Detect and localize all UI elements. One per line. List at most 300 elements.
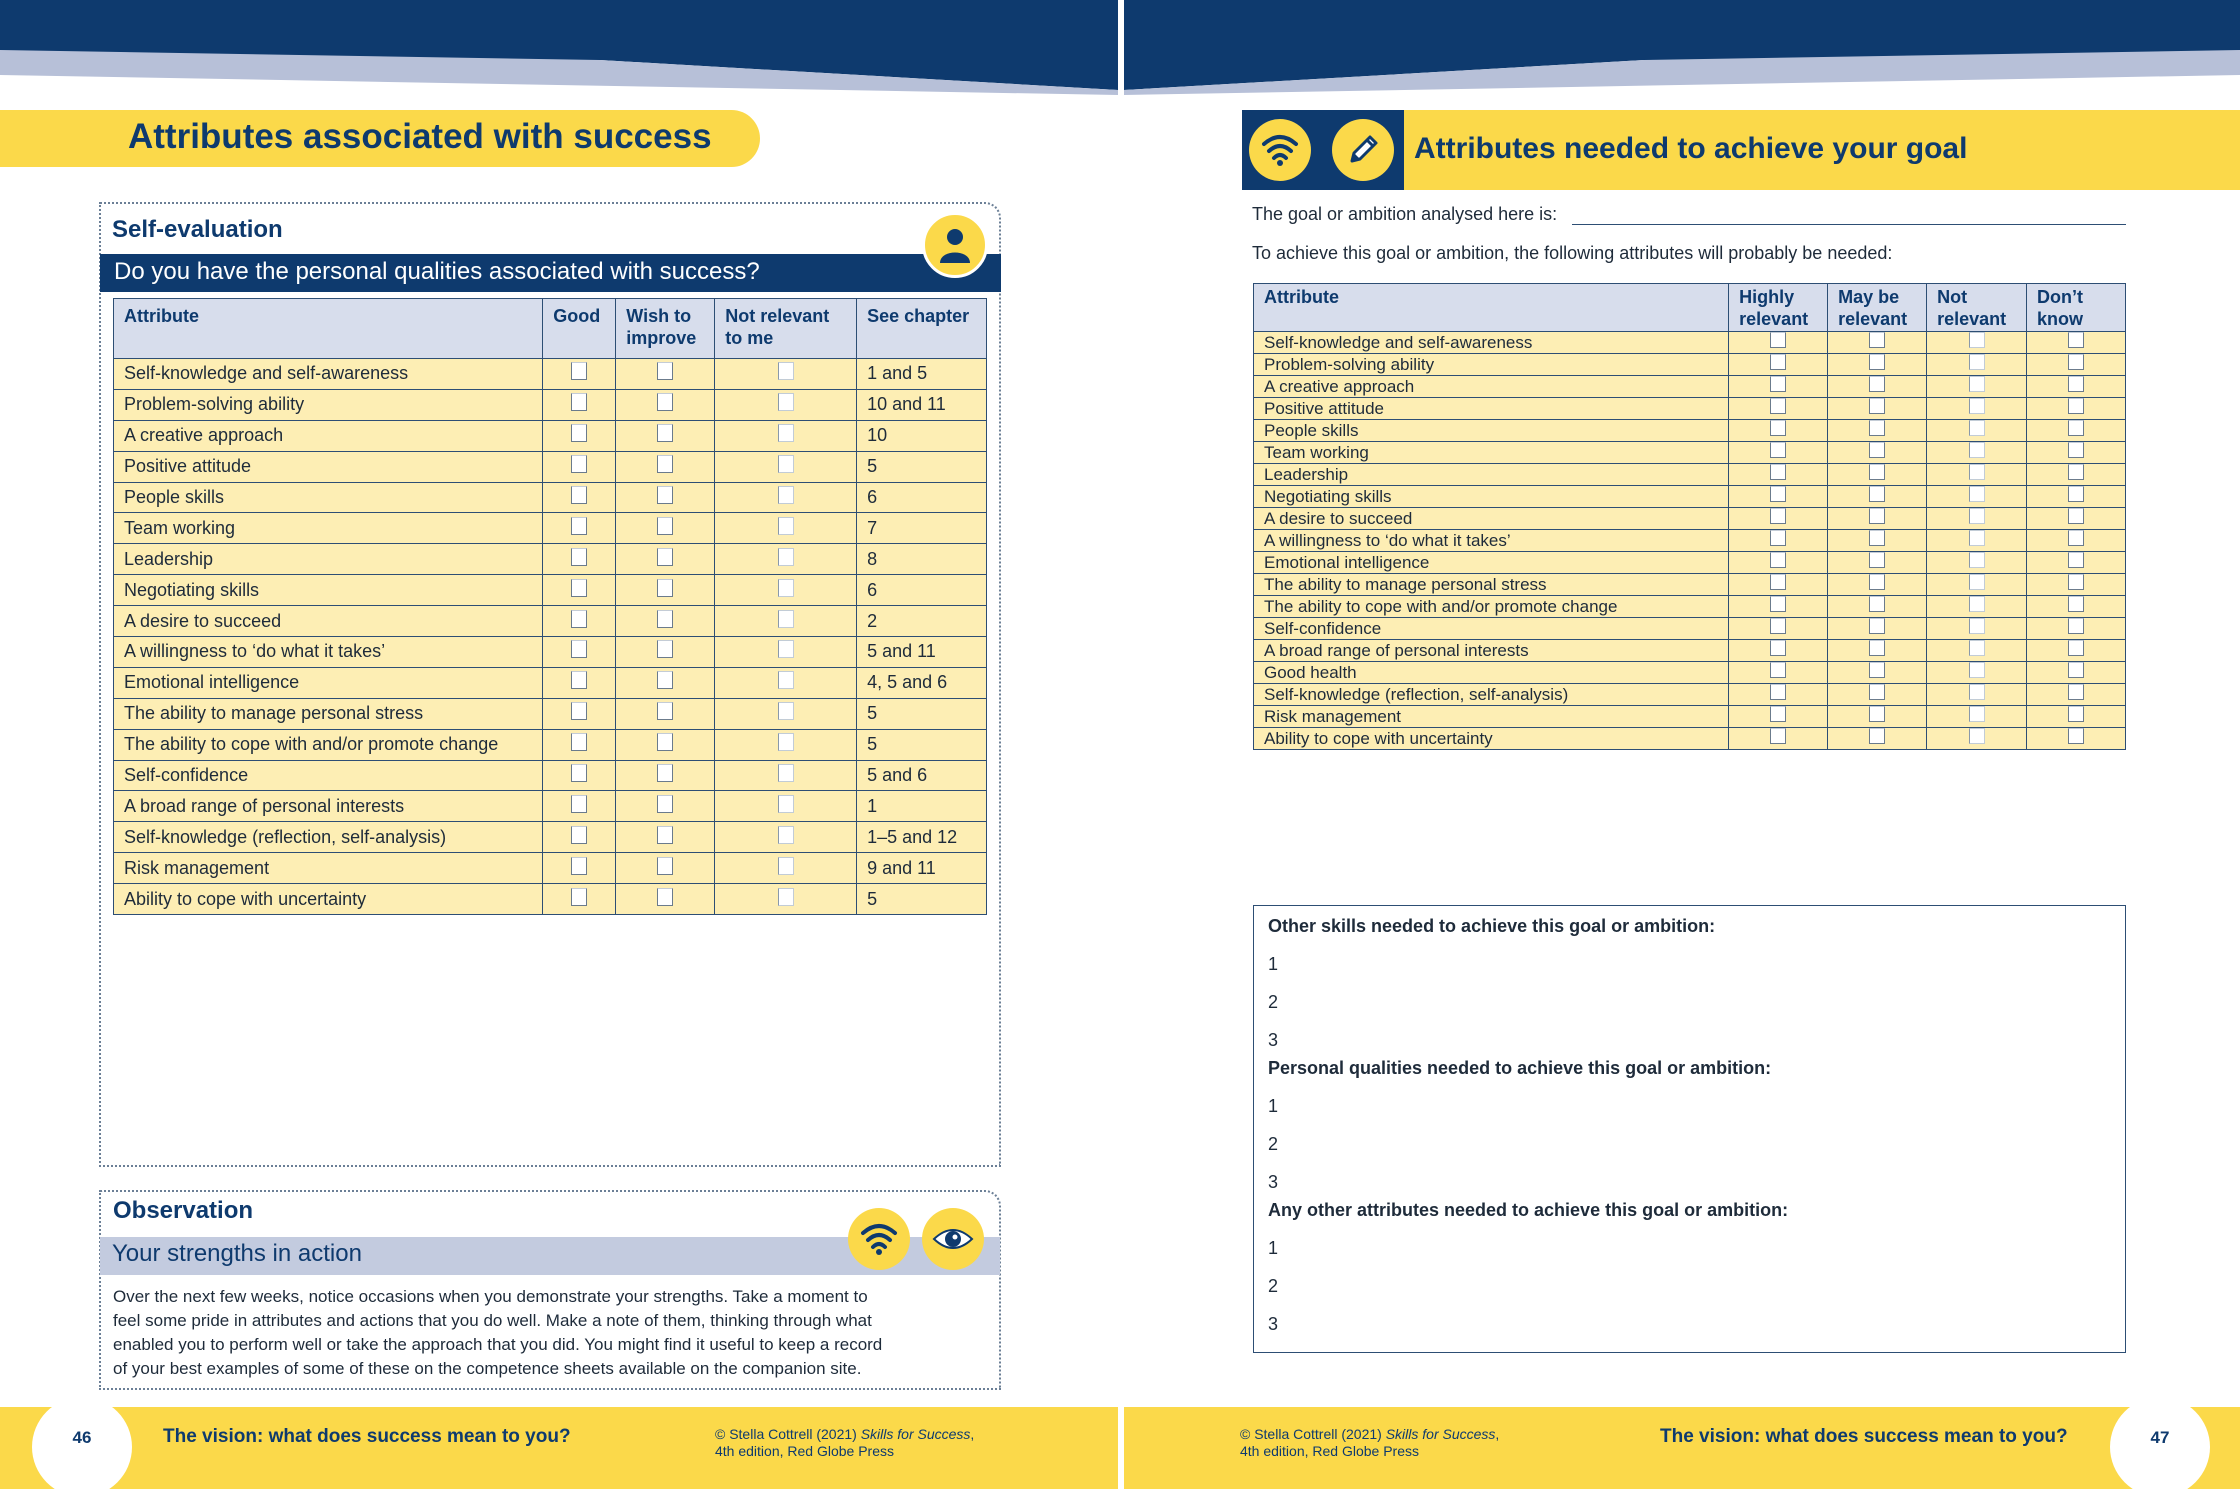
table-row (114, 420, 987, 451)
table-row (114, 729, 987, 760)
may-be-relevant-cell (1828, 442, 1927, 464)
good-cell (543, 389, 616, 420)
dont-know-checkbox[interactable] (2068, 332, 2084, 348)
table-row (114, 760, 987, 791)
not-relevant-checkbox[interactable] (1969, 640, 1985, 656)
not-relevant-checkbox[interactable] (778, 579, 794, 597)
attribute-cell: A willingness to ‘do what it takes’ (114, 637, 543, 668)
not-relevant-checkbox[interactable] (1969, 728, 1985, 744)
attribute-cell: Problem-solving ability (1254, 354, 1729, 376)
wish-to-improve-checkbox[interactable] (657, 702, 673, 720)
wish-to-improve-checkbox[interactable] (657, 764, 673, 782)
attribute-cell: A broad range of personal interests (1254, 640, 1729, 662)
may-be-relevant-checkbox[interactable] (1869, 552, 1885, 568)
may-be-relevant-checkbox[interactable] (1869, 486, 1885, 502)
may-be-relevant-cell (1828, 508, 1927, 530)
dont-know-checkbox[interactable] (2068, 662, 2084, 678)
footer-title: The vision: what does success mean to you? (163, 1426, 571, 1447)
page-title: Attributes associated with success (0, 110, 760, 167)
wish-to-improve-checkbox[interactable] (657, 671, 673, 689)
wish-to-improve-checkbox[interactable] (657, 455, 673, 473)
observation-line: feel some pride in attributes and actions that you do well. Make a note of them, thinking through what (113, 1311, 872, 1330)
footer-title: The vision: what does success mean to you? (1660, 1426, 2068, 1447)
attribute-cell: The ability to manage personal stress (114, 698, 543, 729)
not-relevant-checkbox[interactable] (1969, 596, 1985, 612)
dont-know-cell (2027, 618, 2126, 640)
attribute-cell: Positive attitude (1254, 398, 1729, 420)
chapter-cell: 8 (857, 544, 987, 575)
highly-relevant-cell (1729, 420, 1828, 442)
highly-relevant-checkbox[interactable] (1770, 354, 1786, 370)
may-be-relevant-cell (1828, 618, 1927, 640)
table-row (1254, 640, 2126, 662)
good-checkbox[interactable] (571, 393, 587, 411)
personal-qualities-item[interactable]: 3 (1268, 1172, 1279, 1192)
good-checkbox[interactable] (571, 548, 587, 566)
copyright-edition: 4th edition, Red Globe Press (1240, 1443, 1419, 1459)
highly-relevant-checkbox[interactable] (1770, 574, 1786, 590)
wish-to-improve-checkbox[interactable] (657, 517, 673, 535)
good-checkbox[interactable] (571, 362, 587, 380)
dont-know-cell (2027, 332, 2126, 354)
table-row (1254, 332, 2126, 354)
table-row (1254, 530, 2126, 552)
not-relevant-checkbox[interactable] (1969, 662, 1985, 678)
personal-qualities-item[interactable]: 2 (1268, 1134, 1279, 1154)
attribute-cell: A desire to succeed (1254, 508, 1729, 530)
table-row (1254, 486, 2126, 508)
dont-know-cell (2027, 684, 2126, 706)
copyright-edition: 4th edition, Red Globe Press (715, 1443, 894, 1459)
goal-input-line[interactable] (1572, 224, 2126, 225)
wish-to-improve-checkbox[interactable] (657, 888, 673, 906)
pencil-icon (1332, 119, 1394, 181)
table-row (114, 389, 987, 420)
personal-qualities-heading: Personal qualities needed to achieve this goal or ambition: (1268, 1058, 1772, 1078)
wish-to-improve-cell (616, 420, 715, 451)
dont-know-cell (2027, 508, 2126, 530)
table-row (1254, 662, 2126, 684)
highly-relevant-cell (1729, 684, 1828, 706)
highly-relevant-checkbox[interactable] (1770, 464, 1786, 480)
chapter-cell: 1–5 and 12 (857, 822, 987, 853)
col-header-good: Good (543, 299, 616, 359)
not-relevant-cell (715, 760, 857, 791)
table-row (114, 575, 987, 606)
may-be-relevant-checkbox[interactable] (1869, 354, 1885, 370)
good-cell (543, 359, 616, 390)
highly-relevant-checkbox[interactable] (1770, 552, 1786, 568)
wish-to-improve-checkbox[interactable] (657, 486, 673, 504)
not-relevant-cell (715, 389, 857, 420)
good-checkbox[interactable] (571, 826, 587, 844)
may-be-relevant-cell (1828, 728, 1927, 750)
not-relevant-cell (1927, 618, 2027, 640)
may-be-relevant-cell (1828, 376, 1927, 398)
personal-qualities-item[interactable]: 1 (1268, 1096, 1279, 1116)
highly-relevant-checkbox[interactable] (1770, 420, 1786, 436)
attribute-cell: Self-knowledge (reflection, self-analysis) (1254, 684, 1729, 706)
highly-relevant-checkbox[interactable] (1770, 398, 1786, 414)
good-checkbox[interactable] (571, 579, 587, 597)
not-relevant-checkbox[interactable] (1969, 398, 1985, 414)
attribute-cell: Self-confidence (1254, 618, 1729, 640)
person-icon (922, 212, 988, 278)
not-relevant-checkbox[interactable] (1969, 420, 1985, 436)
wish-to-improve-cell (616, 791, 715, 822)
highly-relevant-checkbox[interactable] (1770, 596, 1786, 612)
other-attributes-heading: Any other attributes needed to achieve this goal or ambition: (1268, 1200, 1789, 1220)
not-relevant-checkbox[interactable] (1969, 684, 1985, 700)
dont-know-cell (2027, 442, 2126, 464)
wish-to-improve-checkbox[interactable] (657, 548, 673, 566)
dont-know-cell (2027, 420, 2126, 442)
highly-relevant-checkbox[interactable] (1770, 486, 1786, 502)
dont-know-checkbox[interactable] (2068, 530, 2084, 546)
may-be-relevant-checkbox[interactable] (1869, 662, 1885, 678)
highly-relevant-checkbox[interactable] (1770, 640, 1786, 656)
highly-relevant-checkbox[interactable] (1770, 662, 1786, 678)
wish-to-improve-checkbox[interactable] (657, 579, 673, 597)
not-relevant-checkbox[interactable] (778, 486, 794, 504)
dont-know-checkbox[interactable] (2068, 442, 2084, 458)
dont-know-checkbox[interactable] (2068, 574, 2084, 590)
other-skills-item[interactable]: 2 (1268, 992, 1279, 1012)
may-be-relevant-checkbox[interactable] (1869, 596, 1885, 612)
not-relevant-checkbox[interactable] (778, 548, 794, 566)
observation-subheading: Your strengths in action (100, 1237, 1000, 1275)
not-relevant-cell (715, 482, 857, 513)
highly-relevant-checkbox[interactable] (1770, 332, 1786, 348)
table-row (1254, 728, 2126, 750)
good-checkbox[interactable] (571, 888, 587, 906)
dont-know-cell (2027, 640, 2126, 662)
wish-to-improve-cell (616, 729, 715, 760)
dont-know-checkbox[interactable] (2068, 618, 2084, 634)
dont-know-checkbox[interactable] (2068, 684, 2084, 700)
not-relevant-cell (715, 359, 857, 390)
highly-relevant-cell (1729, 398, 1828, 420)
may-be-relevant-checkbox[interactable] (1869, 706, 1885, 722)
other-attributes-item[interactable]: 1 (1268, 1238, 1279, 1258)
may-be-relevant-checkbox[interactable] (1869, 618, 1885, 634)
not-relevant-cell (715, 822, 857, 853)
may-be-relevant-checkbox[interactable] (1869, 684, 1885, 700)
table-row (114, 544, 987, 575)
may-be-relevant-cell (1828, 332, 1927, 354)
wish-to-improve-cell (616, 884, 715, 915)
right-page (1124, 0, 2240, 1489)
not-relevant-checkbox[interactable] (778, 517, 794, 535)
good-checkbox[interactable] (571, 702, 587, 720)
not-relevant-cell (1927, 596, 2027, 618)
not-relevant-checkbox[interactable] (1969, 332, 1985, 348)
not-relevant-checkbox[interactable] (778, 826, 794, 844)
not-relevant-checkbox[interactable] (778, 610, 794, 628)
good-checkbox[interactable] (571, 517, 587, 535)
dont-know-checkbox[interactable] (2068, 376, 2084, 392)
not-relevant-checkbox[interactable] (778, 393, 794, 411)
may-be-relevant-checkbox[interactable] (1869, 332, 1885, 348)
not-relevant-checkbox[interactable] (1969, 376, 1985, 392)
highly-relevant-checkbox[interactable] (1770, 618, 1786, 634)
chapter-cell: 5 and 6 (857, 760, 987, 791)
may-be-relevant-checkbox[interactable] (1869, 508, 1885, 524)
not-relevant-cell (1927, 684, 2027, 706)
attribute-cell: Problem-solving ability (114, 389, 543, 420)
copyright-book: Skills for Success (1385, 1426, 1496, 1442)
may-be-relevant-cell (1828, 464, 1927, 486)
not-relevant-checkbox[interactable] (1969, 508, 1985, 524)
good-cell (543, 698, 616, 729)
good-checkbox[interactable] (571, 733, 587, 751)
not-relevant-cell (1927, 706, 2027, 728)
may-be-relevant-cell (1828, 420, 1927, 442)
not-relevant-cell (1927, 728, 2027, 750)
may-be-relevant-checkbox[interactable] (1869, 530, 1885, 546)
col-header-highly-relevant: Highly relevant (1729, 284, 1828, 332)
highly-relevant-checkbox[interactable] (1770, 376, 1786, 392)
dont-know-cell (2027, 574, 2126, 596)
self-evaluation-heading: Self-evaluation (112, 216, 283, 243)
col-header-wish-to-improve: Wish to improve (616, 299, 715, 359)
may-be-relevant-checkbox[interactable] (1869, 420, 1885, 436)
not-relevant-cell (715, 575, 857, 606)
wish-to-improve-cell (616, 698, 715, 729)
attribute-cell: Leadership (1254, 464, 1729, 486)
other-skills-item[interactable]: 3 (1268, 1030, 1279, 1050)
may-be-relevant-checkbox[interactable] (1869, 442, 1885, 458)
good-cell (543, 729, 616, 760)
copyright-author: © Stella Cottrell (2021) (715, 1426, 861, 1442)
highly-relevant-cell (1729, 530, 1828, 552)
highly-relevant-cell (1729, 552, 1828, 574)
attribute-cell: A creative approach (114, 420, 543, 451)
not-relevant-cell (715, 606, 857, 637)
dont-know-checkbox[interactable] (2068, 508, 2084, 524)
not-relevant-checkbox[interactable] (778, 857, 794, 875)
not-relevant-checkbox[interactable] (1969, 706, 1985, 722)
table-row (114, 698, 987, 729)
table-row (114, 667, 987, 698)
wish-to-improve-checkbox[interactable] (657, 795, 673, 813)
dont-know-cell (2027, 398, 2126, 420)
good-checkbox[interactable] (571, 640, 587, 658)
dont-know-checkbox[interactable] (2068, 728, 2084, 744)
copyright-author: © Stella Cottrell (2021) (1240, 1426, 1386, 1442)
may-be-relevant-checkbox[interactable] (1869, 574, 1885, 590)
not-relevant-checkbox[interactable] (1969, 486, 1985, 502)
table-row (114, 482, 987, 513)
wish-to-improve-checkbox[interactable] (657, 640, 673, 658)
not-relevant-checkbox[interactable] (778, 640, 794, 658)
dont-know-checkbox[interactable] (2068, 486, 2084, 502)
may-be-relevant-cell (1828, 398, 1927, 420)
wifi-signal-icon (848, 1208, 910, 1270)
wish-to-improve-checkbox[interactable] (657, 610, 673, 628)
attribute-cell: Self-knowledge (reflection, self-analysis) (114, 822, 543, 853)
wish-to-improve-checkbox[interactable] (657, 857, 673, 875)
chapter-cell: 6 (857, 482, 987, 513)
dont-know-checkbox[interactable] (2068, 706, 2084, 722)
attribute-cell: Self-knowledge and self-awareness (1254, 332, 1729, 354)
highly-relevant-checkbox[interactable] (1770, 508, 1786, 524)
not-relevant-checkbox[interactable] (778, 733, 794, 751)
highly-relevant-cell (1729, 464, 1828, 486)
highly-relevant-cell (1729, 376, 1828, 398)
dont-know-checkbox[interactable] (2068, 640, 2084, 656)
dont-know-checkbox[interactable] (2068, 596, 2084, 612)
wish-to-improve-cell (616, 451, 715, 482)
not-relevant-checkbox[interactable] (778, 671, 794, 689)
attribute-cell: A broad range of personal interests (114, 791, 543, 822)
table-row (1254, 596, 2126, 618)
good-checkbox[interactable] (571, 671, 587, 689)
highly-relevant-cell (1729, 706, 1828, 728)
table-row (1254, 618, 2126, 640)
other-attributes-item[interactable]: 3 (1268, 1314, 1279, 1334)
dont-know-checkbox[interactable] (2068, 552, 2084, 568)
footer-copyright (1240, 1426, 1499, 1460)
not-relevant-cell (1927, 508, 2027, 530)
highly-relevant-checkbox[interactable] (1770, 684, 1786, 700)
good-checkbox[interactable] (571, 610, 587, 628)
table-row (114, 822, 987, 853)
highly-relevant-cell (1729, 574, 1828, 596)
col-header-attribute: Attribute (114, 299, 543, 359)
highly-relevant-cell (1729, 508, 1828, 530)
may-be-relevant-cell (1828, 684, 1927, 706)
col-header-not-relevant: Not relevant to me (715, 299, 857, 359)
page-number: 46 (32, 1397, 132, 1489)
page-footer (1124, 1407, 2240, 1489)
good-checkbox[interactable] (571, 486, 587, 504)
not-relevant-checkbox[interactable] (1969, 552, 1985, 568)
good-checkbox[interactable] (571, 455, 587, 473)
chapter-cell: 9 and 11 (857, 853, 987, 884)
may-be-relevant-checkbox[interactable] (1869, 376, 1885, 392)
dont-know-cell (2027, 662, 2126, 684)
page-number: 47 (2110, 1397, 2210, 1489)
dont-know-cell (2027, 376, 2126, 398)
may-be-relevant-cell (1828, 552, 1927, 574)
good-cell (543, 667, 616, 698)
may-be-relevant-checkbox[interactable] (1869, 728, 1885, 744)
may-be-relevant-checkbox[interactable] (1869, 464, 1885, 480)
attribute-cell: Risk management (114, 853, 543, 884)
good-checkbox[interactable] (571, 857, 587, 875)
not-relevant-checkbox[interactable] (1969, 354, 1985, 370)
not-relevant-checkbox[interactable] (1969, 442, 1985, 458)
may-be-relevant-cell (1828, 486, 1927, 508)
attribute-cell: Team working (114, 513, 543, 544)
not-relevant-cell (1927, 420, 2027, 442)
not-relevant-cell (715, 637, 857, 668)
wish-to-improve-checkbox[interactable] (657, 826, 673, 844)
attribute-cell: Self-knowledge and self-awareness (114, 359, 543, 390)
highly-relevant-cell (1729, 486, 1828, 508)
wish-to-improve-checkbox[interactable] (657, 424, 673, 442)
other-attributes-item[interactable]: 2 (1268, 1276, 1279, 1296)
attribute-cell: Ability to cope with uncertainty (114, 884, 543, 915)
highly-relevant-checkbox[interactable] (1770, 530, 1786, 546)
not-relevant-checkbox[interactable] (1969, 464, 1985, 480)
highly-relevant-cell (1729, 662, 1828, 684)
dont-know-checkbox[interactable] (2068, 420, 2084, 436)
highly-relevant-checkbox[interactable] (1770, 442, 1786, 458)
dont-know-checkbox[interactable] (2068, 354, 2084, 370)
highly-relevant-checkbox[interactable] (1770, 706, 1786, 722)
not-relevant-cell (715, 420, 857, 451)
table-row (1254, 398, 2126, 420)
chapter-cell: 6 (857, 575, 987, 606)
attribute-cell: A desire to succeed (114, 606, 543, 637)
wish-to-improve-checkbox[interactable] (657, 362, 673, 380)
observation-heading: Observation (113, 1197, 254, 1224)
not-relevant-checkbox[interactable] (778, 702, 794, 720)
good-checkbox[interactable] (571, 424, 587, 442)
chapter-cell: 5 and 11 (857, 637, 987, 668)
may-be-relevant-checkbox[interactable] (1869, 640, 1885, 656)
not-relevant-cell (1927, 574, 2027, 596)
good-cell (543, 575, 616, 606)
chapter-cell: 10 (857, 420, 987, 451)
not-relevant-cell (1927, 530, 2027, 552)
other-skills-heading: Other skills needed to achieve this goal or ambition: (1268, 916, 1716, 936)
may-be-relevant-cell (1828, 662, 1927, 684)
good-cell (543, 606, 616, 637)
table-row (1254, 508, 2126, 530)
attribute-cell: The ability to cope with and/or promote change (114, 729, 543, 760)
good-checkbox[interactable] (571, 764, 587, 782)
wish-to-improve-checkbox[interactable] (657, 393, 673, 411)
not-relevant-checkbox[interactable] (778, 424, 794, 442)
dont-know-checkbox[interactable] (2068, 464, 2084, 480)
dont-know-checkbox[interactable] (2068, 398, 2084, 414)
not-relevant-checkbox[interactable] (778, 362, 794, 380)
highly-relevant-cell (1729, 618, 1828, 640)
not-relevant-checkbox[interactable] (778, 795, 794, 813)
left-page (0, 0, 1118, 1489)
good-cell (543, 451, 616, 482)
dont-know-cell (2027, 596, 2126, 618)
not-relevant-cell (1927, 398, 2027, 420)
wish-to-improve-cell (616, 760, 715, 791)
wish-to-improve-checkbox[interactable] (657, 733, 673, 751)
not-relevant-checkbox[interactable] (1969, 574, 1985, 590)
not-relevant-checkbox[interactable] (778, 455, 794, 473)
good-cell (543, 760, 616, 791)
not-relevant-checkbox[interactable] (1969, 618, 1985, 634)
attribute-cell: Negotiating skills (114, 575, 543, 606)
not-relevant-checkbox[interactable] (1969, 530, 1985, 546)
not-relevant-checkbox[interactable] (778, 888, 794, 906)
not-relevant-cell (715, 791, 857, 822)
not-relevant-cell (1927, 640, 2027, 662)
highly-relevant-cell (1729, 596, 1828, 618)
footer-copyright (715, 1426, 974, 1460)
good-checkbox[interactable] (571, 795, 587, 813)
not-relevant-checkbox[interactable] (778, 764, 794, 782)
wifi-signal-icon (1249, 119, 1311, 181)
wish-to-improve-cell (616, 482, 715, 513)
col-header-not-relevant: Not relevant (1927, 284, 2027, 332)
good-cell (543, 513, 616, 544)
may-be-relevant-checkbox[interactable] (1869, 398, 1885, 414)
highly-relevant-checkbox[interactable] (1770, 728, 1786, 744)
good-cell (543, 853, 616, 884)
other-skills-item[interactable]: 1 (1268, 954, 1279, 974)
